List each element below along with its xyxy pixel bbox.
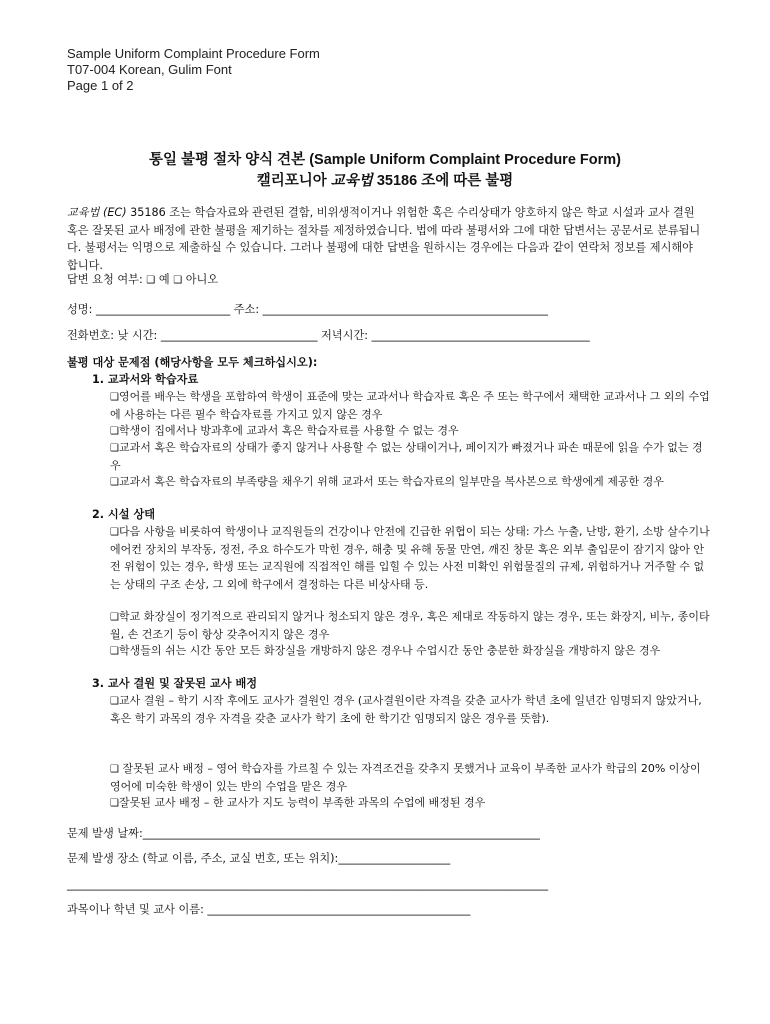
issue-item [110,422,710,440]
issue-text: 다음 사항을 비롯하여 학생이나 교직원들의 건강이나 안전에 긴급한 위협이 되는 상태: 가스 누출, 난방, 환기, 소방 살수기나 에어컨 장치의 부작동, 정전, 주요 하수도가 막힌 경우, 해충 및 유해 동물 만연, 깨진 창문 혹은 외부 출입문이 잠기지 않아 안전 위험이 있는 경우, 학생 또는 교직원에 직접적인 해를 입힐 수 있는 사전 미확인 위험물질의 규제, 위험하거나 거주할 수 없는 상태의 구조 손상, 그 외에 학구에서 결정하는 다른 비상사태 등. [110,525,710,591]
checkbox-icon[interactable]: ❑ [110,477,119,488]
title-line-2-italic: 교육법 [330,173,373,189]
location-field[interactable]: 문제 발생 장소 (학교 이름, 주소, 교실 번호, 또는 위치):____________________ [67,852,451,865]
issue-text: 학교 화장실이 정기적으로 관리되지 않거나 청소되지 않은 경우, 혹은 제대로 작동하지 않는 경우, 또는 화장지, 비누, 종이타월, 손 건조기 등이 항상 갖추어지지 않은 경우 [110,610,710,642]
issue-text: 교과서 혹은 학습자료의 부족량을 채우기 위해 교과서 또는 학습자료의 일부만을 복사본으로 학생에게 제공한 경우 [118,475,664,488]
date-field[interactable]: 문제 발생 날짜:_______________________________________________________________________ [67,827,540,840]
checkbox-icon[interactable]: ❑ [110,426,119,437]
category-heading-teachers: 3. 교사 결원 및 잘못된 교사 배정 [92,677,258,690]
issue-item [110,388,710,423]
checkbox-icon[interactable]: ❑ [173,275,183,286]
document-header [67,46,320,94]
issues-heading: 불평 대상 문제점 (해당사항을 모두 체크하십시오): [67,356,318,369]
issue-item [110,692,710,727]
issue-text: 학생들의 쉬는 시간 동안 모든 화장실을 개방하지 않은 경우나 수업시간 동안 충분한 화장실을 개방하지 않은 경우 [118,644,661,657]
page-indicator: Page 1 of 2 [67,78,134,93]
intro-italic-lead: 교육법 (EC) [67,206,127,219]
issue-text: 교사 결원 – 학기 시작 후에도 교사가 결원인 경우 (교사결원이란 자격을 갖춘 교사가 학년 초에 일년간 임명되지 않았거나, 혹은 학기 과목의 경우 자격을 갖춘 교사가 학기 초에 한 학기간 임명되지 않은 경우를 뜻함). [110,694,702,726]
name-address-field[interactable]: 성명: ________________________ 주소: ___________________________________________________ [67,303,548,316]
checkbox-icon[interactable]: ❑ [110,392,119,403]
reply-yes-label: 예 [158,273,170,286]
checkbox-icon[interactable]: ❑ [110,612,119,623]
issue-item [110,473,710,491]
title-line-2-post: 35186 조에 따른 불평 [372,173,514,189]
issue-text: 영어를 배우는 학생을 포함하여 학생이 표준에 맞는 교과서나 학습자료 혹은 주 또는 학구에서 채택한 교과서나 그 외의 수업에 사용하는 다른 필수 학습자료를 가지고 있지 않은 경우 [110,390,710,422]
issue-text: 잘못된 교사 배정 – 한 교사가 지도 능력이 부족한 과목의 수업에 배정된 경우 [118,796,486,809]
phone-field[interactable]: 전화번호: 낮 시간: ____________________________ 저녁시간: _______________________________________ [67,329,590,342]
title-line-2-pre: 캘리포니아 [256,173,331,189]
issue-item [110,642,710,660]
checkbox-icon[interactable]: ❑ [110,443,119,454]
issue-text: 교과서 혹은 학습자료의 상태가 좋지 않거나 사용할 수 없는 상태이거나, 페이지가 빠졌거나 파손 때문에 읽을 수가 없는 경우 [110,441,703,473]
category-heading-textbooks: 1. 교과서와 학습자료 [92,373,199,386]
issue-item [110,523,710,593]
checkbox-icon[interactable]: ❑ [110,696,119,707]
form-code: T07-004 Korean, Gulim Font [67,62,232,77]
reply-no-label: 아니오 [185,273,219,286]
location-continued-field[interactable]: ______________________________________________________________________________________ [67,878,549,891]
form-name: Sample Uniform Complaint Procedure Form [67,46,320,61]
intro-text: 35186 조는 학습자료와 관련된 결함, 비위생적이거나 위험한 혹은 수리상태가 양호하지 않은 학교 시설과 교사 결원 혹은 잘못된 교사 배정에 관한 불평을 제기하는 절차를 제정하였습니다. 법에 따라 불평서와 그에 대한 답변서는 공문서로 분류됩니다. 불평서는 익명으로 제출하실 수 있습니다. 그러나 불평에 대한 답변을 원하시는 경우에는 다음과 같이 연락처 정보를 제시해야 합니다. [67,206,701,272]
checkbox-icon[interactable]: ❑ [110,798,119,809]
intro-paragraph [67,204,707,274]
document-title [0,150,770,192]
issue-text: 학생이 집에서나 방과후에 교과서 혹은 학습자료를 사용할 수 없는 경우 [118,424,459,437]
issue-item [110,760,710,795]
checkbox-icon[interactable]: ❑ [146,275,156,286]
issue-item [110,794,710,812]
title-line-2 [0,171,770,192]
subject-teacher-field[interactable]: 과목이나 학년 및 교사 이름: _______________________________________________ [67,903,471,916]
reply-request-row [67,272,218,289]
reply-request-label: 답변 요청 여부: [67,273,147,286]
checkbox-icon[interactable]: ❑ [110,646,119,657]
title-line-1: 통일 불평 절차 양식 견본 (Sample Uniform Complaint Procedure Form) [149,152,621,168]
checkbox-icon[interactable]: ❑ [110,764,119,775]
issue-item [110,439,710,474]
issue-item [110,608,710,643]
issue-text: 잘못된 교사 배정 – 영어 학습자를 가르칠 수 있는 자격조건을 갖추지 못했거나 교육이 부족한 교사가 학급의 20% 이상이 영어에 미숙한 학생이 있는 반의 수업을 맡은 경우 [110,762,701,794]
checkbox-icon[interactable]: ❑ [110,527,119,538]
category-heading-facilities: 2. 시설 상태 [92,508,156,521]
